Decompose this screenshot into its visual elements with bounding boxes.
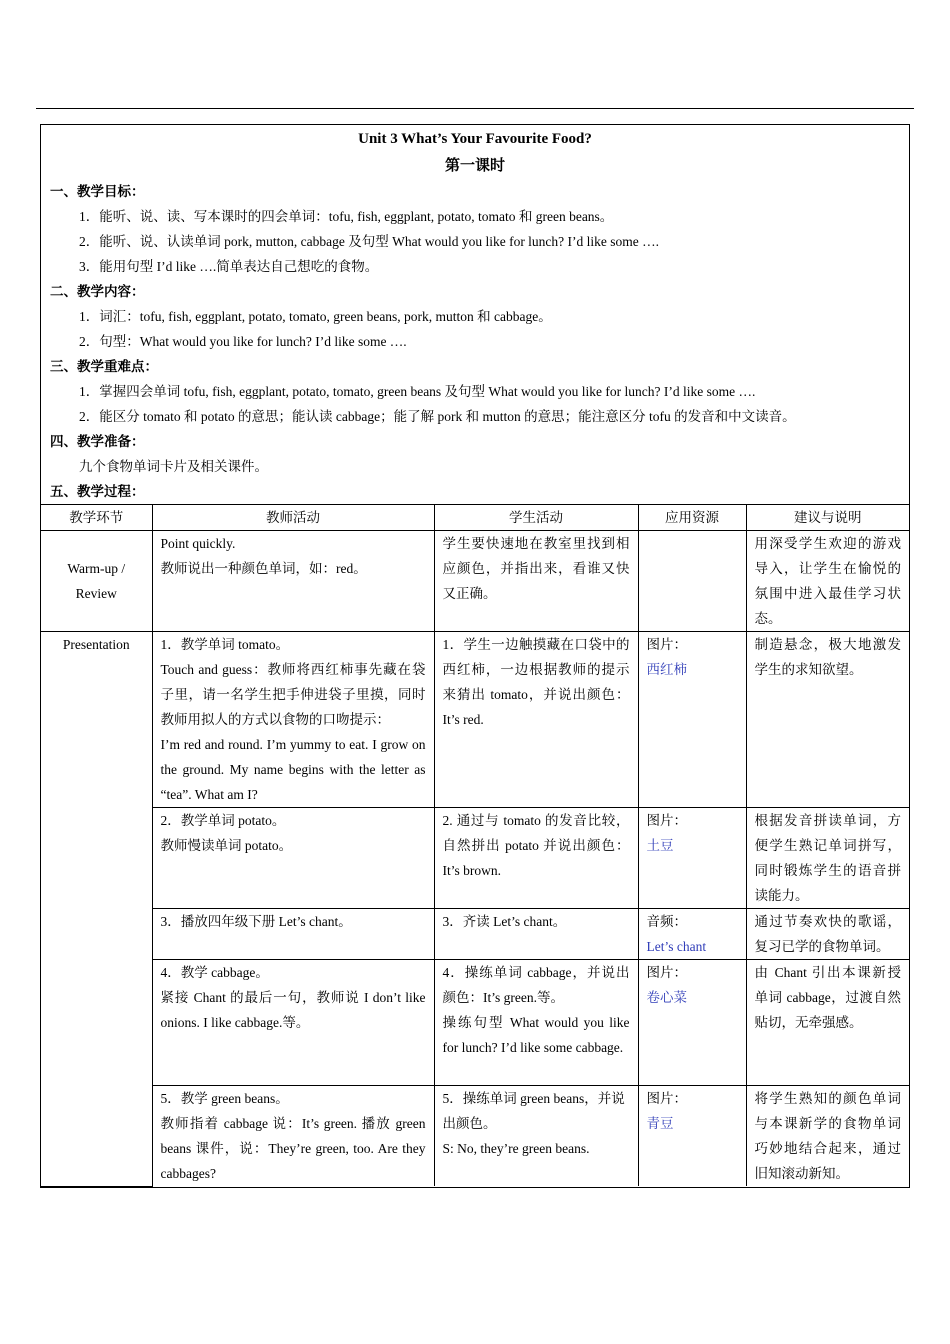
content-item: 2．句型：What would you like for lunch? I’d like some …. [79,334,407,349]
teacher-cell [152,808,434,909]
student-text: 操练句型 What would you like for lunch? I’d like some cabbage. [442,1015,630,1055]
lesson-plan-document [40,124,910,1188]
student-cell [434,960,638,1086]
note-cell [746,960,909,1086]
teacher-cell [152,960,434,1086]
teacher-cell [152,909,434,960]
section-heading-process: 五、教学过程： [50,484,145,499]
column-header-student: 学生活动 [434,505,638,531]
focus-item: 1．掌握四会单词 tofu, fish, eggplant, potato, tomato, green beans 及句型 What would you like for lunch? I’d like some …. [79,384,756,399]
goal-item: 3．能用句型 I’d like ….简单表达自己想吃的食物。 [79,259,379,274]
note-cell [746,632,909,808]
teacher-text: 2．教学单词 potato。 [160,813,286,828]
section-heading-focus: 三、教学重难点： [50,359,158,374]
teacher-text: 3．播放四年级下册 Let’s chant。 [160,914,352,929]
note-text: 由 Chant 引出本课新授单词 cabbage，过渡自然贴切，无牵强感。 [754,965,901,1030]
student-text: S: No, they’re green beans. [442,1141,590,1156]
student-cell [434,531,638,632]
student-cell [434,909,638,960]
teacher-text: Point quickly. [160,536,236,551]
table-row [41,632,909,808]
resource-link[interactable]: 卷心菜 [646,990,687,1005]
note-text: 通过节奏欢快的歌谣，复习已学的食物单词。 [754,914,901,954]
resource-cell [638,808,746,909]
table-header-row [41,505,909,531]
resource-label: 图片： [646,813,687,828]
stage-cell-presentation [41,632,152,1187]
goal-item: 1．能听、说、读、写本课时的四会单词：tofu, fish, eggplant, potato, tomato 和 green beans。 [79,209,614,224]
note-text: 制造悬念，极大地激发学生的求知欲望。 [754,637,901,677]
stage-label: Presentation [62,637,130,652]
teacher-cell [152,1086,434,1187]
process-table [41,504,909,1187]
note-text: 根据发音拼读单词，方便学生熟记单词拼写，同时锻炼学生的语音拼读能力。 [754,813,901,903]
teacher-text: 5．教学 green beans。 [160,1091,289,1106]
teacher-text: 教师慢读单词 potato。 [160,838,293,853]
table-row [41,960,909,1086]
teacher-text: Touch and guess：教师将西红柿事先藏在袋子里，请一名学生把手伸进袋子里摸，同时教师用拟人的方式以食物的口吻提示： [160,662,426,727]
teacher-text: 4．教学 cabbage。 [160,965,269,980]
student-cell [434,1086,638,1187]
student-text: 4．操练单词 cabbage，并说出颜色：It’s green.等。 [442,965,630,1005]
resource-cell [638,960,746,1086]
goal-item: 2．能听、说、认读单词 pork, mutton, cabbage 及句型 What would you like for lunch? I’d like some …. [79,234,660,249]
resource-label: 音频： [646,914,687,929]
resource-link[interactable]: Let’s chant [646,939,707,954]
teacher-text: 教师说出一种颜色单词，如：red。 [160,561,367,576]
resource-link[interactable]: 青豆 [646,1116,674,1131]
header-rule [36,108,914,109]
resource-cell [638,632,746,808]
stage-label: Warm-up / Review [67,561,126,601]
resource-link[interactable]: 土豆 [646,838,674,853]
table-row [41,909,909,960]
focus-item: 2．能区分 tomato 和 potato 的意思；能认读 cabbage；能了解 pork 和 mutton 的意思；能注意区分 tofu 的发音和中文读音。 [79,409,796,424]
table-row [41,1086,909,1187]
teacher-text: 1．教学单词 tomato。 [160,637,290,652]
teacher-text: 紧接 Chant 的最后一句，教师说 I don’t like onions. I like cabbage.等。 [160,990,426,1030]
student-cell [434,808,638,909]
student-text: 1．学生一边触摸藏在口袋中的西红柿，一边根据教师的提示来猜出 tomato，并说出颜色：It’s red. [442,637,630,727]
section-heading-content: 二、教学内容： [50,284,145,299]
document-title: Unit 3 What’s Your Favourite Food? [358,131,592,147]
prep-item: 九个食物单词卡片及相关课件。 [79,459,268,474]
student-text: 2. 通过与 tomato 的发音比较，自然拼出 potato 并说出颜色：It’s brown. [442,813,630,878]
resource-cell [638,909,746,960]
resource-label: 图片： [646,965,687,980]
resource-label: 图片： [646,637,687,652]
note-cell [746,909,909,960]
section-heading-prep: 四、教学准备： [50,434,145,449]
table-row-warmup [41,531,909,632]
section-heading-goals: 一、教学目标： [50,184,145,199]
teacher-cell [152,632,434,808]
note-cell [746,808,909,909]
content-item: 1．词汇：tofu, fish, eggplant, potato, tomato, green beans, pork, mutton 和 cabbage。 [79,309,552,324]
student-text: 学生要快速地在教室里找到相应颜色，并指出来，看谁又快又正确。 [442,536,630,601]
note-text: 将学生熟知的颜色单词与本课新学的食物单词巧妙地结合起来，通过旧知滚动新知。 [754,1091,901,1181]
teacher-text: 教师指着 cabbage 说：It’s green. 播放 green beans 课件，说：They’re green, too. Are they cabbages? [160,1116,426,1181]
resource-cell [638,1086,746,1187]
note-cell [746,531,909,632]
column-header-resource: 应用资源 [638,505,746,531]
resource-link[interactable]: 西红柿 [646,662,687,677]
column-header-note: 建议与说明 [746,505,909,531]
document-subtitle: 第一课时 [444,158,505,174]
column-header-stage: 教学环节 [41,505,152,531]
resource-cell [638,531,746,632]
note-text: 用深受学生欢迎的游戏导入，让学生在愉悦的氛围中进入最佳学习状态。 [754,536,901,626]
table-row [41,808,909,909]
stage-cell-warmup [41,531,152,632]
resource-label: 图片： [646,1091,687,1106]
note-cell [746,1086,909,1187]
student-cell [434,632,638,808]
student-text: 5．操练单词 green beans，并说出颜色。 [442,1091,625,1131]
student-text: 3．齐读 Let’s chant。 [442,914,567,929]
teacher-text: I’m red and round. I’m yummy to eat. I grow on the ground. My name begins with the letter as “tea”. What am I? [160,737,426,802]
teacher-cell [152,531,434,632]
column-header-teacher: 教师活动 [152,505,434,531]
